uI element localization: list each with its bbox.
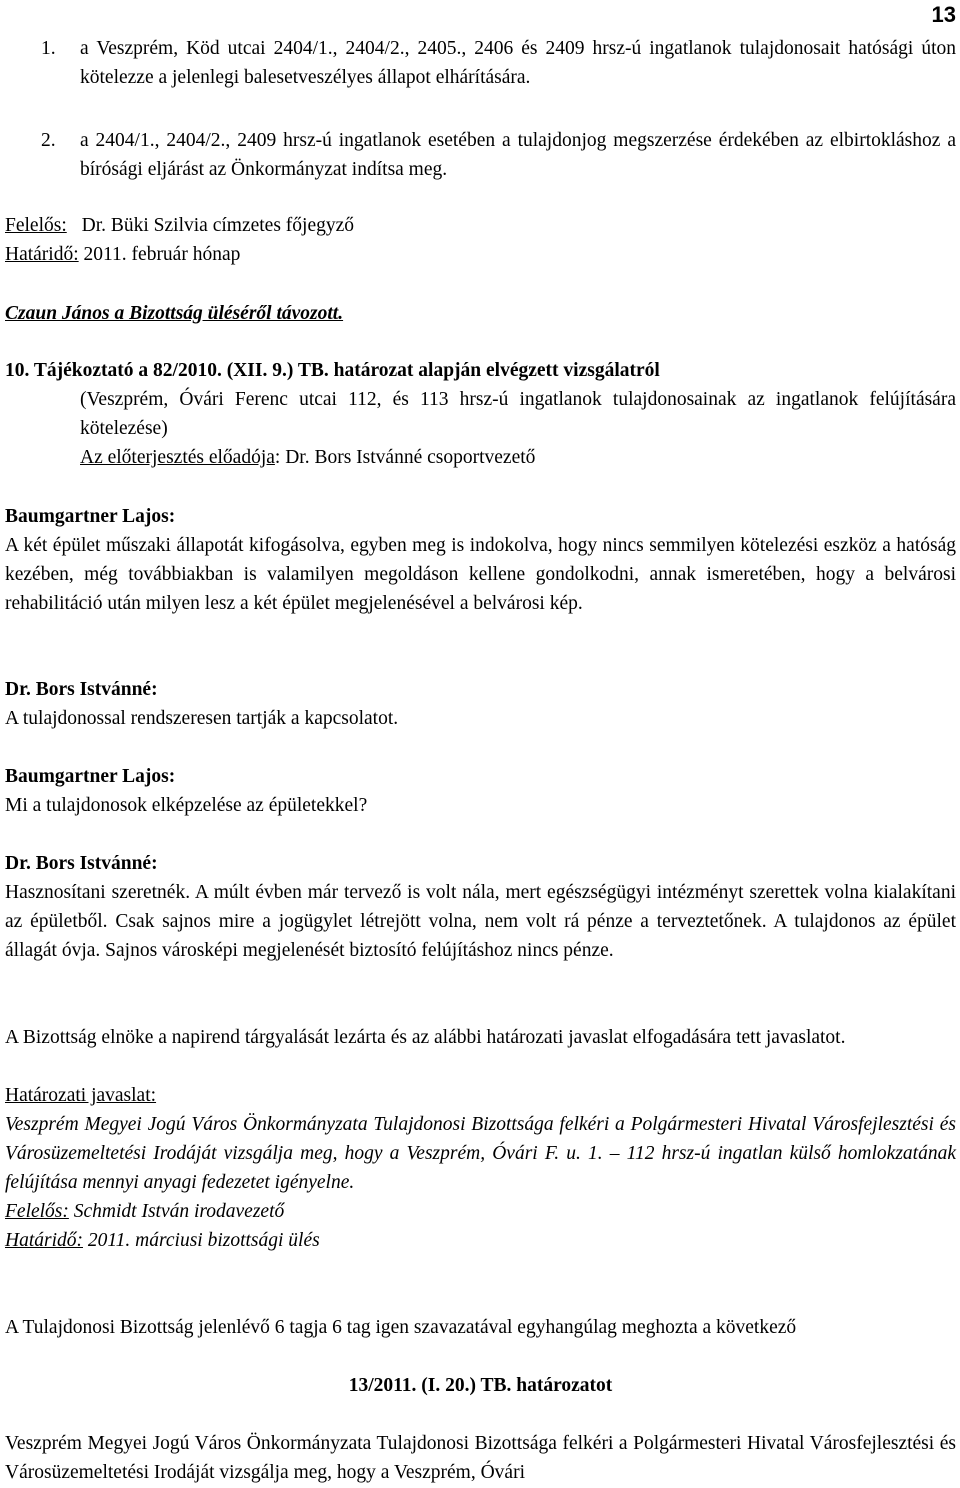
deadline-value: 2011. márciusi bizottsági ülés	[83, 1230, 320, 1251]
responsible-value: Schmidt István irodavezető	[68, 1201, 285, 1222]
list-item	[5, 34, 956, 92]
proposal-text: Veszprém Megyei Jogú Város Önkormányzata Tulajdonosi Bizottsága felkéri a Polgármesteri Hivatal Városfejlesztési és Városüzemeltetési Irodáját vizsgálja meg, hogy a Veszprém, Óvári F. u. 1. – 112 hrsz-ú ingatlan külső homlokzatának felújítása mennyi anyagi fedezetet igényelne.	[5, 1114, 956, 1193]
agenda-item-10	[5, 356, 956, 472]
speaker-name: Dr. Bors Istvánné:	[5, 853, 158, 874]
dialogue-entry	[5, 762, 956, 820]
deadline-value: 2011. február hónap	[78, 244, 241, 265]
deadline-line	[5, 1226, 956, 1255]
speaker-text: Mi a tulajdonosok elképzelése az épületekkel?	[5, 795, 368, 816]
resolution-title: 13/2011. (I. 20.) TB. határozatot	[348, 1375, 613, 1396]
dialogue-entry	[5, 849, 956, 965]
presenter-label: Az előterjesztés előadója	[80, 447, 275, 468]
list-text: a 2404/1., 2404/2., 2409 hrsz-ú ingatlanok esetében a tulajdonjog megszerzése érdekében az elbirtokláshoz a bírósági eljárást az Önkormányzat indítsa meg.	[80, 130, 956, 180]
resolution-proposal	[5, 1081, 956, 1255]
responsible-line	[5, 211, 956, 240]
resolution-text: Veszprém Megyei Jogú Város Önkormányzata Tulajdonosi Bizottsága felkéri a Polgármesteri Hivatal Városfejlesztési és Városüzemeltetési Irodáját vizsgálja meg, hogy a Veszprém, Óvári	[5, 1433, 956, 1483]
page-number: 13	[931, 2, 956, 27]
responsible-line	[5, 1197, 956, 1226]
responsible-label: Felelős:	[5, 1201, 69, 1222]
departure-note: Czaun János a Bizottság üléséről távozott.	[5, 303, 344, 324]
speaker-name: Baumgartner Lajos:	[5, 766, 176, 787]
presenter-line	[80, 443, 956, 472]
agenda-title: 10. Tájékoztató a 82/2010. (XII. 9.) TB. határozat alapján elvégzett vizsgálatról	[5, 360, 660, 381]
list-number: 1.	[41, 38, 56, 59]
list-number: 2.	[41, 130, 56, 151]
agenda-subtitle: (Veszprém, Óvári Ferenc utcai 112, és 113 hrsz-ú ingatlanok tulajdonosainak az ingatlanok felújítására kötelezése)	[80, 389, 956, 439]
responsible-value: Dr. Büki Szilvia címzetes főjegyző	[76, 215, 355, 236]
list-item	[5, 126, 956, 184]
deadline-label: Határidő:	[5, 244, 79, 265]
speaker-text: Hasznosítani szeretnék. A múlt évben már tervező is volt nála, mert egészségügyi intézményt szerettek volna kialakítani az épületből. Csak sajnos mire a jogügylet létrejött volna, nem volt rá pénze a terveztetőnek. A tulajdonos az épület állagát óvja. Sajnos városképi megjelenését biztosító felújításhoz nincs pénze.	[5, 882, 956, 961]
dialogue-entry	[5, 675, 956, 733]
vote-paragraph: A Tulajdonosi Bizottság jelenlévő 6 tagja 6 tag igen szavazatával egyhangúlag meghozta a következő	[5, 1317, 797, 1338]
deadline-line	[5, 240, 956, 269]
speaker-text: A tulajdonossal rendszeresen tartják a kapcsolatot.	[5, 708, 399, 729]
speaker-name: Baumgartner Lajos:	[5, 506, 176, 527]
speaker-text: A két épület műszaki állapotát kifogásolva, egyben meg is indokolva, hogy nincs semmilyen kötelezési eszköz a hatóság kezében, még továbbiakban is valamilyen megoldáson kellene gondolkodni, annak ismeretében, hogy a belvárosi rehabilitáció után milyen lesz a két épület megjelenésével a belvárosi kép.	[5, 535, 956, 614]
speaker-name: Dr. Bors Istvánné:	[5, 679, 158, 700]
dialogue-entry	[5, 502, 956, 618]
presenter-value: : Dr. Bors Istvánné csoportvezető	[274, 447, 536, 468]
proposal-label: Határozati javaslat:	[5, 1085, 157, 1106]
closing-paragraph: A Bizottság elnöke a napirend tárgyalását lezárta és az alábbi határozati javaslat elfogadására tett javaslatot.	[5, 1027, 846, 1048]
list-text: a Veszprém, Köd utcai 2404/1., 2404/2., 2405., 2406 és 2409 hrsz-ú ingatlanok tulajdonosait hatósági úton kötelezze a jelenlegi balesetveszélyes állapot elhárítására.	[80, 38, 956, 88]
responsible-label: Felelős:	[5, 215, 67, 236]
deadline-label: Határidő:	[5, 1230, 83, 1251]
